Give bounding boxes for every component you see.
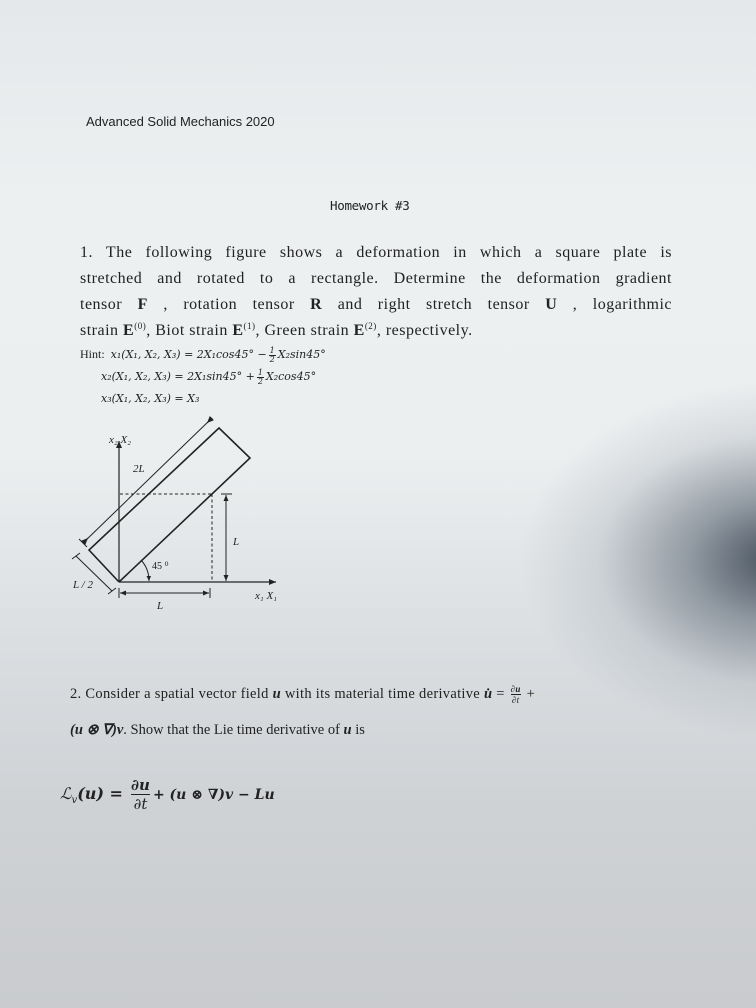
- green-strain-E: E: [353, 322, 365, 339]
- tensor-expression: (u ⊗ ∇)v: [70, 722, 124, 738]
- text-fragment: strain: [80, 322, 124, 339]
- frac-num: ∂u: [510, 684, 521, 694]
- tensor-F: F: [137, 296, 148, 313]
- homework-title: Homework #3: [330, 198, 410, 213]
- hint-eq-2-left: x₂(X₁, X₂, X₃) = 2X₁sin45° +: [101, 370, 255, 383]
- superscript-2: (2): [364, 321, 377, 331]
- plus-sign: +: [522, 685, 536, 702]
- hint-eq-3: x₃(X₁, X₂, X₃) = X₃: [101, 392, 200, 405]
- label-L-horizontal: L: [157, 600, 164, 612]
- frac-den: ∂t: [133, 795, 148, 813]
- text-fragment: , Biot strain: [146, 322, 233, 339]
- text-fragment: is: [351, 722, 365, 738]
- label-L-half: L / 2: [73, 579, 93, 591]
- axis-x-label: x₁ X₁: [255, 590, 277, 602]
- frac-num: 1: [269, 345, 275, 355]
- course-title: Advanced Solid Mechanics 2020: [86, 114, 275, 129]
- hint-eq-2-right: X₂cos45°: [265, 370, 317, 383]
- problem-2-line-2: [70, 722, 365, 739]
- biot-strain-E: E: [232, 322, 244, 339]
- text-fragment: , respectively.: [376, 322, 473, 339]
- lie-operator: ℒ: [60, 784, 72, 803]
- hint-label: Hint:: [80, 347, 105, 361]
- lie-argument: (u) =: [77, 784, 123, 803]
- partial-fraction: [131, 776, 150, 813]
- tensor-R: R: [310, 296, 323, 313]
- tensor-U: U: [545, 296, 558, 313]
- vector-u: u: [272, 685, 281, 702]
- problem-1-number: 1.: [80, 244, 93, 261]
- hint-eq-1-left: x₁(X₁, X₂, X₃) = 2X₁cos45° −: [110, 348, 267, 361]
- text-fragment: tensor: [80, 296, 138, 313]
- hint-eq-1-right: X₂sin45°: [277, 348, 326, 361]
- text-fragment: , logarithmic: [557, 296, 672, 313]
- frac-num: 1: [257, 367, 263, 377]
- text-fragment: Consider a spatial vector field: [85, 685, 273, 702]
- label-2L: 2L: [133, 463, 145, 475]
- lie-rhs: + (u ⊗ ∇)v − Lu: [152, 787, 275, 803]
- problem-1-text-line: The following figure shows a deformation in which a square plate is: [105, 244, 672, 261]
- dimension-2L: [83, 418, 212, 543]
- superscript-0: (0): [134, 321, 147, 331]
- text-fragment: , rotation tensor: [147, 296, 311, 313]
- vector-u: u: [343, 722, 352, 738]
- lie-subscript: v: [71, 795, 78, 807]
- frac-den: 2: [269, 354, 275, 364]
- problem-2-line-1: [70, 684, 680, 705]
- text-fragment: with its material time derivative: [280, 685, 484, 702]
- frac-den: 2: [257, 376, 263, 386]
- frac-den: ∂t: [511, 695, 520, 705]
- label-L-vertical: L: [233, 536, 240, 548]
- text-fragment: and right stretch tensor: [322, 296, 546, 313]
- log-strain-E: E: [123, 322, 135, 339]
- lie-derivative-equation: [60, 776, 275, 813]
- frac-num: ∂u: [131, 776, 150, 794]
- equals-sign: =: [492, 685, 509, 702]
- label-angle: 45 ⁰: [152, 561, 169, 572]
- text-fragment: , Green strain: [255, 322, 354, 339]
- partial-fraction: [511, 684, 521, 705]
- problem-1-line-2: stretched and rotated to a rectangle. Determine the deformation gradient: [80, 270, 672, 287]
- superscript-1: (1): [243, 321, 256, 331]
- problem-2-number: 2.: [70, 685, 82, 702]
- text-fragment: . Show that the Lie time derivative of: [123, 722, 344, 738]
- axis-y-label: x₂ X₂: [109, 434, 131, 446]
- u-dot: u̇: [483, 685, 493, 702]
